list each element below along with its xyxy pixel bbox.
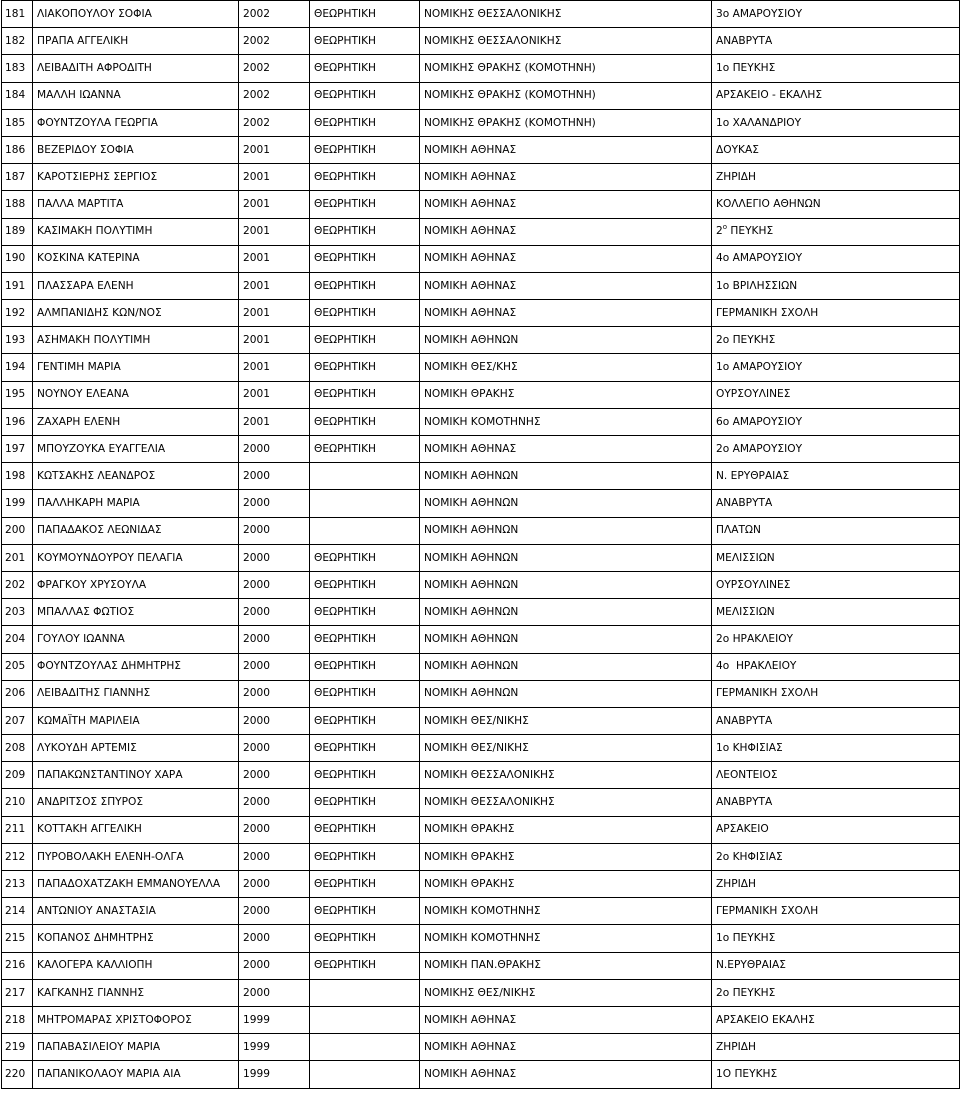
table-row bbox=[2, 871, 960, 898]
table-row bbox=[2, 816, 960, 843]
cell-assignment: 4ο ΗΡΑΚΛΕΙΟΥ bbox=[712, 653, 960, 680]
cell-year: 2000 bbox=[239, 925, 310, 952]
cell-assignment: ΑΡΣΑΚΕΙΟ ΕΚΑΛΗΣ bbox=[712, 1006, 960, 1033]
cell-assignment: 4ο ΑΜΑΡΟΥΣΙΟΥ bbox=[712, 245, 960, 272]
table-row bbox=[2, 653, 960, 680]
cell-school: ΝΟΜΙΚΗ ΑΘΗΝΩΝ bbox=[420, 327, 712, 354]
cell-school: ΝΟΜΙΚΗΣ ΘΕΣ/ΝΙΚΗΣ bbox=[420, 979, 712, 1006]
cell-name: ΑΣΗΜΑΚΗ ΠΟΛΥΤΙΜΗ bbox=[33, 327, 239, 354]
cell-direction: ΘΕΩΡΗΤΙΚΗ bbox=[310, 381, 420, 408]
table-row bbox=[2, 571, 960, 598]
cell-number: 201 bbox=[2, 544, 33, 571]
cell-assignment: ΖΗΡΙΔΗ bbox=[712, 871, 960, 898]
cell-number: 199 bbox=[2, 490, 33, 517]
cell-school: ΝΟΜΙΚΗ ΘΡΑΚΗΣ bbox=[420, 816, 712, 843]
table-row bbox=[2, 735, 960, 762]
cell-school: ΝΟΜΙΚΗ ΑΘΗΝΩΝ bbox=[420, 544, 712, 571]
assignment-number: 2 bbox=[716, 225, 723, 238]
cell-number: 183 bbox=[2, 55, 33, 82]
cell-school: ΝΟΜΙΚΗΣ ΘΡΑΚΗΣ (ΚΟΜΟΤΗΝΗ) bbox=[420, 109, 712, 136]
cell-direction bbox=[310, 490, 420, 517]
cell-school: ΝΟΜΙΚΗ ΘΡΑΚΗΣ bbox=[420, 871, 712, 898]
cell-assignment: ΚΟΛΛΕΓΙΟ ΑΘΗΝΩΝ bbox=[712, 191, 960, 218]
cell-direction: ΘΕΩΡΗΤΙΚΗ bbox=[310, 164, 420, 191]
cell-assignment: ΑΝΑΒΡΥΤΑ bbox=[712, 490, 960, 517]
cell-name: ΚΩΜΑΪΤΗ ΜΑΡΙΛΕΙΑ bbox=[33, 707, 239, 734]
cell-name: ΠΑΠΑΔΟΧΑΤΖΑΚΗ ΕΜΜΑΝΟΥΕΛΛΑ bbox=[33, 871, 239, 898]
cell-number: 200 bbox=[2, 517, 33, 544]
cell-direction bbox=[310, 517, 420, 544]
cell-direction: ΘΕΩΡΗΤΙΚΗ bbox=[310, 327, 420, 354]
cell-year: 2000 bbox=[239, 843, 310, 870]
cell-school: ΝΟΜΙΚΗ ΑΘΗΝΩΝ bbox=[420, 463, 712, 490]
table-row bbox=[2, 1006, 960, 1033]
cell-number: 194 bbox=[2, 354, 33, 381]
cell-year: 2002 bbox=[239, 109, 310, 136]
cell-year: 2000 bbox=[239, 898, 310, 925]
cell-assignment: 2ο ΑΜΑΡΟΥΣΙΟΥ bbox=[712, 436, 960, 463]
cell-year: 2000 bbox=[239, 653, 310, 680]
cell-name: ΚΑΓΚΑΝΗΣ ΓΙΑΝΝΗΣ bbox=[33, 979, 239, 1006]
cell-number: 188 bbox=[2, 191, 33, 218]
table-row bbox=[2, 789, 960, 816]
table-row bbox=[2, 109, 960, 136]
cell-year: 1999 bbox=[239, 1006, 310, 1033]
cell-year: 2001 bbox=[239, 272, 310, 299]
cell-number: 213 bbox=[2, 871, 33, 898]
cell-school: ΝΟΜΙΚΗ ΑΘΗΝΩΝ bbox=[420, 571, 712, 598]
table-row bbox=[2, 218, 960, 245]
cell-year: 2000 bbox=[239, 952, 310, 979]
cell-direction: ΘΕΩΡΗΤΙΚΗ bbox=[310, 843, 420, 870]
cell-school: ΝΟΜΙΚΗ ΑΘΗΝΑΣ bbox=[420, 218, 712, 245]
cell-assignment: ΑΡΣΑΚΕΙΟ bbox=[712, 816, 960, 843]
cell-number: 202 bbox=[2, 571, 33, 598]
cell-school: ΝΟΜΙΚΗ ΑΘΗΝΩΝ bbox=[420, 653, 712, 680]
cell-year: 2002 bbox=[239, 1, 310, 28]
cell-name: ΚΩΤΣΑΚΗΣ ΛΕΑΝΔΡΟΣ bbox=[33, 463, 239, 490]
cell-name: ΚΟΥΜΟΥΝΔΟΥΡΟΥ ΠΕΛΑΓΙΑ bbox=[33, 544, 239, 571]
table-row bbox=[2, 245, 960, 272]
table-row bbox=[2, 979, 960, 1006]
cell-year: 2001 bbox=[239, 218, 310, 245]
cell-direction bbox=[310, 1006, 420, 1033]
cell-year: 2001 bbox=[239, 381, 310, 408]
cell-school: ΝΟΜΙΚΗ ΑΘΗΝΑΣ bbox=[420, 300, 712, 327]
cell-name: ΚΟΣΚΙΝΑ ΚΑΤΕΡΙΝΑ bbox=[33, 245, 239, 272]
cell-year: 2000 bbox=[239, 544, 310, 571]
table-row bbox=[2, 327, 960, 354]
cell-number: 182 bbox=[2, 28, 33, 55]
cell-assignment: ΓΕΡΜΑΝΙΚΗ ΣΧΟΛΗ bbox=[712, 898, 960, 925]
cell-assignment: ΔΟΥΚΑΣ bbox=[712, 136, 960, 163]
cell-direction bbox=[310, 1061, 420, 1088]
cell-school: ΝΟΜΙΚΗ ΑΘΗΝΑΣ bbox=[420, 164, 712, 191]
table-row bbox=[2, 164, 960, 191]
cell-school: ΝΟΜΙΚΗ ΑΘΗΝΑΣ bbox=[420, 1061, 712, 1088]
cell-number: 216 bbox=[2, 952, 33, 979]
cell-number: 211 bbox=[2, 816, 33, 843]
cell-direction: ΘΕΩΡΗΤΙΚΗ bbox=[310, 109, 420, 136]
cell-year: 2002 bbox=[239, 82, 310, 109]
cell-number: 187 bbox=[2, 164, 33, 191]
cell-number: 206 bbox=[2, 680, 33, 707]
cell-direction: ΘΕΩΡΗΤΙΚΗ bbox=[310, 436, 420, 463]
cell-number: 217 bbox=[2, 979, 33, 1006]
cell-name: ΑΝΤΩΝΙΟΥ ΑΝΑΣΤΑΣΙΑ bbox=[33, 898, 239, 925]
cell-school: ΝΟΜΙΚΗ ΑΘΗΝΩΝ bbox=[420, 599, 712, 626]
cell-direction: ΘΕΩΡΗΤΙΚΗ bbox=[310, 653, 420, 680]
table-row bbox=[2, 354, 960, 381]
cell-assignment: ΑΝΑΒΡΥΤΑ bbox=[712, 707, 960, 734]
cell-assignment bbox=[712, 218, 960, 245]
cell-number: 184 bbox=[2, 82, 33, 109]
cell-name: ΚΟΤΤΑΚΗ ΑΓΓΕΛΙΚΗ bbox=[33, 816, 239, 843]
cell-year: 2000 bbox=[239, 816, 310, 843]
cell-year: 2000 bbox=[239, 571, 310, 598]
cell-assignment: ΑΝΑΒΡΥΤΑ bbox=[712, 789, 960, 816]
cell-direction: ΘΕΩΡΗΤΙΚΗ bbox=[310, 735, 420, 762]
cell-school: ΝΟΜΙΚΗΣ ΘΕΣΣΑΛΟΝΙΚΗΣ bbox=[420, 28, 712, 55]
cell-year: 2000 bbox=[239, 626, 310, 653]
cell-name: ΚΑΛΟΓΕΡΑ ΚΑΛΛΙΟΠΗ bbox=[33, 952, 239, 979]
table-row bbox=[2, 843, 960, 870]
table-row bbox=[2, 680, 960, 707]
cell-number: 208 bbox=[2, 735, 33, 762]
cell-number: 203 bbox=[2, 599, 33, 626]
cell-name: ΝΟΥΝΟΥ ΕΛΕΑΝΑ bbox=[33, 381, 239, 408]
cell-direction bbox=[310, 979, 420, 1006]
table-row bbox=[2, 136, 960, 163]
cell-year: 2001 bbox=[239, 245, 310, 272]
cell-name: ΑΛΜΠΑΝΙΔΗΣ ΚΩΝ/ΝΟΣ bbox=[33, 300, 239, 327]
cell-year: 2000 bbox=[239, 707, 310, 734]
cell-name: ΦΡΑΓΚΟΥ ΧΡΥΣΟΥΛΑ bbox=[33, 571, 239, 598]
cell-assignment: ΠΛΑΤΩΝ bbox=[712, 517, 960, 544]
cell-number: 185 bbox=[2, 109, 33, 136]
table-row bbox=[2, 55, 960, 82]
cell-number: 219 bbox=[2, 1034, 33, 1061]
cell-name: ΜΠΟΥΖΟΥΚΑ ΕΥΑΓΓΕΛΙΑ bbox=[33, 436, 239, 463]
cell-school: ΝΟΜΙΚΗ ΑΘΗΝΑΣ bbox=[420, 245, 712, 272]
cell-assignment: ΓΕΡΜΑΝΙΚΗ ΣΧΟΛΗ bbox=[712, 300, 960, 327]
cell-direction: ΘΕΩΡΗΤΙΚΗ bbox=[310, 272, 420, 299]
table-row bbox=[2, 191, 960, 218]
cell-name: ΜΑΛΛΗ ΙΩΑΝΝΑ bbox=[33, 82, 239, 109]
table-row bbox=[2, 1061, 960, 1088]
cell-direction: ΘΕΩΡΗΤΙΚΗ bbox=[310, 55, 420, 82]
cell-direction: ΘΕΩΡΗΤΙΚΗ bbox=[310, 136, 420, 163]
table-row bbox=[2, 272, 960, 299]
cell-year: 2000 bbox=[239, 762, 310, 789]
cell-name: ΓΟΥΛΟΥ ΙΩΑΝΝΑ bbox=[33, 626, 239, 653]
cell-name: ΖΑΧΑΡΗ ΕΛΕΝΗ bbox=[33, 408, 239, 435]
cell-school: ΝΟΜΙΚΗ ΑΘΗΝΩΝ bbox=[420, 517, 712, 544]
cell-year: 2001 bbox=[239, 191, 310, 218]
cell-school: ΝΟΜΙΚΗ ΚΟΜΟΤΗΝΗΣ bbox=[420, 408, 712, 435]
cell-school: ΝΟΜΙΚΗ ΘΡΑΚΗΣ bbox=[420, 381, 712, 408]
cell-direction: ΘΕΩΡΗΤΙΚΗ bbox=[310, 816, 420, 843]
cell-number: 212 bbox=[2, 843, 33, 870]
cell-number: 205 bbox=[2, 653, 33, 680]
cell-year: 2000 bbox=[239, 599, 310, 626]
cell-direction: ΘΕΩΡΗΤΙΚΗ bbox=[310, 762, 420, 789]
cell-name: ΠΑΛΛΗΚΑΡΗ ΜΑΡΙΑ bbox=[33, 490, 239, 517]
cell-name: ΠΑΛΛΑ ΜΑΡΤΙΤΑ bbox=[33, 191, 239, 218]
cell-assignment: ΑΝΑΒΡΥΤΑ bbox=[712, 28, 960, 55]
cell-school: ΝΟΜΙΚΗ ΑΘΗΝΩΝ bbox=[420, 490, 712, 517]
cell-assignment: 1Ο ΠΕΥΚΗΣ bbox=[712, 1061, 960, 1088]
table-row bbox=[2, 28, 960, 55]
cell-assignment: 3ο ΑΜΑΡΟΥΣΙΟΥ bbox=[712, 1, 960, 28]
cell-number: 181 bbox=[2, 1, 33, 28]
cell-year: 2000 bbox=[239, 463, 310, 490]
cell-name: ΠΑΠΑΝΙΚΟΛΑΟΥ ΜΑΡΙΑ ΑΙΑ bbox=[33, 1061, 239, 1088]
cell-school: ΝΟΜΙΚΗ ΑΘΗΝΑΣ bbox=[420, 1034, 712, 1061]
cell-direction: ΘΕΩΡΗΤΙΚΗ bbox=[310, 680, 420, 707]
cell-direction: ΘΕΩΡΗΤΙΚΗ bbox=[310, 218, 420, 245]
cell-name: ΠΑΠΑΒΑΣΙΛΕΙΟΥ ΜΑΡΙΑ bbox=[33, 1034, 239, 1061]
cell-school: ΝΟΜΙΚΗ ΘΕΣ/ΝΙΚΗΣ bbox=[420, 735, 712, 762]
cell-number: 220 bbox=[2, 1061, 33, 1088]
cell-assignment: ΟΥΡΣΟΥΛΙΝΕΣ bbox=[712, 571, 960, 598]
cell-direction: ΘΕΩΡΗΤΙΚΗ bbox=[310, 952, 420, 979]
cell-year: 2001 bbox=[239, 327, 310, 354]
cell-assignment: ΖΗΡΙΔΗ bbox=[712, 164, 960, 191]
cell-assignment: 2ο ΚΗΦΙΣΙΑΣ bbox=[712, 843, 960, 870]
cell-school: ΝΟΜΙΚΗ ΘΕΣ/ΚΗΣ bbox=[420, 354, 712, 381]
cell-name: ΛΥΚΟΥΔΗ ΑΡΤΕΜΙΣ bbox=[33, 735, 239, 762]
cell-direction: ΘΕΩΡΗΤΙΚΗ bbox=[310, 925, 420, 952]
cell-number: 193 bbox=[2, 327, 33, 354]
cell-assignment: Ν.ΕΡΥΘΡΑΙΑΣ bbox=[712, 952, 960, 979]
cell-name: ΦΟΥΝΤΖΟΥΛΑ ΓΕΩΡΓΙΑ bbox=[33, 109, 239, 136]
table-row bbox=[2, 925, 960, 952]
cell-school: ΝΟΜΙΚΗ ΘΡΑΚΗΣ bbox=[420, 843, 712, 870]
table-row bbox=[2, 381, 960, 408]
table-row bbox=[2, 762, 960, 789]
cell-year: 2000 bbox=[239, 436, 310, 463]
cell-number: 218 bbox=[2, 1006, 33, 1033]
cell-school: ΝΟΜΙΚΗΣ ΘΡΑΚΗΣ (ΚΟΜΟΤΗΝΗ) bbox=[420, 55, 712, 82]
cell-name: ΒΕΖΕΡΙΔΟΥ ΣΟΦΙΑ bbox=[33, 136, 239, 163]
cell-number: 210 bbox=[2, 789, 33, 816]
cell-school: ΝΟΜΙΚΗ ΘΕΣΣΑΛΟΝΙΚΗΣ bbox=[420, 762, 712, 789]
cell-assignment: 1ο ΠΕΥΚΗΣ bbox=[712, 925, 960, 952]
cell-assignment: 1ο ΠΕΥΚΗΣ bbox=[712, 55, 960, 82]
cell-assignment: ΟΥΡΣΟΥΛΙΝΕΣ bbox=[712, 381, 960, 408]
cell-school: ΝΟΜΙΚΗ ΑΘΗΝΑΣ bbox=[420, 136, 712, 163]
cell-direction: ΘΕΩΡΗΤΙΚΗ bbox=[310, 544, 420, 571]
students-table bbox=[1, 0, 960, 1089]
cell-assignment: ΖΗΡΙΔΗ bbox=[712, 1034, 960, 1061]
cell-year: 2001 bbox=[239, 354, 310, 381]
cell-direction bbox=[310, 1034, 420, 1061]
cell-year: 2000 bbox=[239, 490, 310, 517]
cell-number: 214 bbox=[2, 898, 33, 925]
cell-year: 1999 bbox=[239, 1034, 310, 1061]
cell-year: 2000 bbox=[239, 979, 310, 1006]
cell-number: 204 bbox=[2, 626, 33, 653]
cell-assignment: ΑΡΣΑΚΕΙΟ - ΕΚΑΛΗΣ bbox=[712, 82, 960, 109]
table-body bbox=[2, 1, 960, 1089]
cell-assignment: 1ο ΚΗΦΙΣΙΑΣ bbox=[712, 735, 960, 762]
cell-school: ΝΟΜΙΚΗ ΘΕΣ/ΝΙΚΗΣ bbox=[420, 707, 712, 734]
cell-direction: ΘΕΩΡΗΤΙΚΗ bbox=[310, 408, 420, 435]
cell-direction: ΘΕΩΡΗΤΙΚΗ bbox=[310, 707, 420, 734]
cell-number: 207 bbox=[2, 707, 33, 734]
cell-assignment: ΓΕΡΜΑΝΙΚΗ ΣΧΟΛΗ bbox=[712, 680, 960, 707]
cell-assignment: 1ο ΒΡΙΛΗΣΣΙΩΝ bbox=[712, 272, 960, 299]
cell-year: 1999 bbox=[239, 1061, 310, 1088]
table-row bbox=[2, 544, 960, 571]
cell-direction: ΘΕΩΡΗΤΙΚΗ bbox=[310, 1, 420, 28]
table-row bbox=[2, 490, 960, 517]
cell-name: ΓΕΝΤΙΜΗ ΜΑΡΙΑ bbox=[33, 354, 239, 381]
cell-number: 197 bbox=[2, 436, 33, 463]
cell-direction: ΘΕΩΡΗΤΙΚΗ bbox=[310, 191, 420, 218]
cell-number: 209 bbox=[2, 762, 33, 789]
cell-school: ΝΟΜΙΚΗΣ ΘΡΑΚΗΣ (ΚΟΜΟΤΗΝΗ) bbox=[420, 82, 712, 109]
cell-name: ΠΛΑΣΣΑΡΑ ΕΛΕΝΗ bbox=[33, 272, 239, 299]
cell-school: ΝΟΜΙΚΗ ΑΘΗΝΩΝ bbox=[420, 626, 712, 653]
cell-school: ΝΟΜΙΚΗ ΑΘΗΝΑΣ bbox=[420, 1006, 712, 1033]
cell-school: ΝΟΜΙΚΗ ΑΘΗΝΑΣ bbox=[420, 191, 712, 218]
cell-name: ΜΠΑΛΛΑΣ ΦΩΤΙΟΣ bbox=[33, 599, 239, 626]
cell-assignment: 1ο ΧΑΛΑΝΔΡΙΟΥ bbox=[712, 109, 960, 136]
cell-name: ΑΝΔΡΙΤΣΟΣ ΣΠΥΡΟΣ bbox=[33, 789, 239, 816]
cell-number: 215 bbox=[2, 925, 33, 952]
cell-year: 2000 bbox=[239, 871, 310, 898]
cell-name: ΠΑΠΑΚΩΝΣΤΑΝΤΙΝΟΥ ΧΑΡΑ bbox=[33, 762, 239, 789]
cell-school: ΝΟΜΙΚΗ ΠΑΝ.ΘΡΑΚΗΣ bbox=[420, 952, 712, 979]
table-row bbox=[2, 408, 960, 435]
cell-number: 186 bbox=[2, 136, 33, 163]
cell-number: 189 bbox=[2, 218, 33, 245]
cell-name: ΛΙΑΚΟΠΟΥΛΟΥ ΣΟΦΙΑ bbox=[33, 1, 239, 28]
cell-name: ΛΕΙΒΑΔΙΤΗ ΑΦΡΟΔΙΤΗ bbox=[33, 55, 239, 82]
table-row bbox=[2, 300, 960, 327]
assignment-ordinal-sup: ο bbox=[722, 223, 728, 232]
cell-assignment: 2ο ΠΕΥΚΗΣ bbox=[712, 979, 960, 1006]
cell-name: ΜΗΤΡΟΜΑΡΑΣ ΧΡΙΣΤΟΦΟΡΟΣ bbox=[33, 1006, 239, 1033]
cell-direction: ΘΕΩΡΗΤΙΚΗ bbox=[310, 245, 420, 272]
cell-year: 2001 bbox=[239, 408, 310, 435]
cell-direction: ΘΕΩΡΗΤΙΚΗ bbox=[310, 626, 420, 653]
cell-direction: ΘΕΩΡΗΤΙΚΗ bbox=[310, 571, 420, 598]
table-row bbox=[2, 436, 960, 463]
cell-year: 2002 bbox=[239, 55, 310, 82]
cell-assignment: 2ο ΗΡΑΚΛΕΙΟΥ bbox=[712, 626, 960, 653]
cell-school: ΝΟΜΙΚΗ ΑΘΗΝΩΝ bbox=[420, 680, 712, 707]
cell-year: 2001 bbox=[239, 300, 310, 327]
cell-direction: ΘΕΩΡΗΤΙΚΗ bbox=[310, 28, 420, 55]
cell-number: 190 bbox=[2, 245, 33, 272]
table-row bbox=[2, 463, 960, 490]
cell-direction: ΘΕΩΡΗΤΙΚΗ bbox=[310, 789, 420, 816]
cell-school: ΝΟΜΙΚΗ ΚΟΜΟΤΗΝΗΣ bbox=[420, 898, 712, 925]
cell-assignment: 6ο ΑΜΑΡΟΥΣΙΟΥ bbox=[712, 408, 960, 435]
cell-name: ΠΑΠΑΔΑΚΟΣ ΛΕΩΝΙΔΑΣ bbox=[33, 517, 239, 544]
cell-name: ΛΕΙΒΑΔΙΤΗΣ ΓΙΑΝΝΗΣ bbox=[33, 680, 239, 707]
cell-year: 2000 bbox=[239, 735, 310, 762]
cell-school: ΝΟΜΙΚΗ ΑΘΗΝΑΣ bbox=[420, 436, 712, 463]
cell-number: 191 bbox=[2, 272, 33, 299]
cell-direction bbox=[310, 463, 420, 490]
cell-direction: ΘΕΩΡΗΤΙΚΗ bbox=[310, 354, 420, 381]
cell-direction: ΘΕΩΡΗΤΙΚΗ bbox=[310, 871, 420, 898]
assignment-rest: ΠΕΥΚΗΣ bbox=[727, 225, 774, 238]
table-row bbox=[2, 707, 960, 734]
table-row bbox=[2, 898, 960, 925]
cell-direction: ΘΕΩΡΗΤΙΚΗ bbox=[310, 599, 420, 626]
cell-year: 2000 bbox=[239, 680, 310, 707]
cell-school: ΝΟΜΙΚΗΣ ΘΕΣΣΑΛΟΝΙΚΗΣ bbox=[420, 1, 712, 28]
cell-direction: ΘΕΩΡΗΤΙΚΗ bbox=[310, 82, 420, 109]
cell-assignment: ΜΕΛΙΣΣΙΩΝ bbox=[712, 544, 960, 571]
table-row bbox=[2, 517, 960, 544]
cell-number: 195 bbox=[2, 381, 33, 408]
table-row bbox=[2, 1034, 960, 1061]
cell-school: ΝΟΜΙΚΗ ΘΕΣΣΑΛΟΝΙΚΗΣ bbox=[420, 789, 712, 816]
cell-name: ΠΡΑΠΑ ΑΓΓΕΛΙΚΗ bbox=[33, 28, 239, 55]
cell-year: 2000 bbox=[239, 789, 310, 816]
cell-name: ΦΟΥΝΤΖΟΥΛΑΣ ΔΗΜΗΤΡΗΣ bbox=[33, 653, 239, 680]
table-row bbox=[2, 599, 960, 626]
cell-assignment: 2ο ΠΕΥΚΗΣ bbox=[712, 327, 960, 354]
cell-number: 196 bbox=[2, 408, 33, 435]
cell-number: 192 bbox=[2, 300, 33, 327]
table-row bbox=[2, 952, 960, 979]
cell-assignment: Ν. ΕΡΥΘΡΑΙΑΣ bbox=[712, 463, 960, 490]
cell-name: ΠΥΡΟΒΟΛΑΚΗ ΕΛΕΝΗ-ΟΛΓΑ bbox=[33, 843, 239, 870]
cell-year: 2002 bbox=[239, 28, 310, 55]
cell-number: 198 bbox=[2, 463, 33, 490]
table-row bbox=[2, 82, 960, 109]
cell-year: 2000 bbox=[239, 517, 310, 544]
cell-assignment: 1ο ΑΜΑΡΟΥΣΙΟΥ bbox=[712, 354, 960, 381]
cell-direction: ΘΕΩΡΗΤΙΚΗ bbox=[310, 300, 420, 327]
cell-assignment: ΜΕΛΙΣΣΙΩΝ bbox=[712, 599, 960, 626]
cell-year: 2001 bbox=[239, 164, 310, 191]
cell-school: ΝΟΜΙΚΗ ΚΟΜΟΤΗΝΗΣ bbox=[420, 925, 712, 952]
cell-direction: ΘΕΩΡΗΤΙΚΗ bbox=[310, 898, 420, 925]
cell-name: ΚΟΠΑΝΟΣ ΔΗΜΗΤΡΗΣ bbox=[33, 925, 239, 952]
table-row bbox=[2, 1, 960, 28]
cell-assignment: ΛΕΟΝΤΕΙΟΣ bbox=[712, 762, 960, 789]
table-row bbox=[2, 626, 960, 653]
cell-name: ΚΑΡΟΤΣΙΕΡΗΣ ΣΕΡΓΙΟΣ bbox=[33, 164, 239, 191]
cell-year: 2001 bbox=[239, 136, 310, 163]
cell-school: ΝΟΜΙΚΗ ΑΘΗΝΑΣ bbox=[420, 272, 712, 299]
cell-name: ΚΑΣΙΜΑΚΗ ΠΟΛΥΤΙΜΗ bbox=[33, 218, 239, 245]
